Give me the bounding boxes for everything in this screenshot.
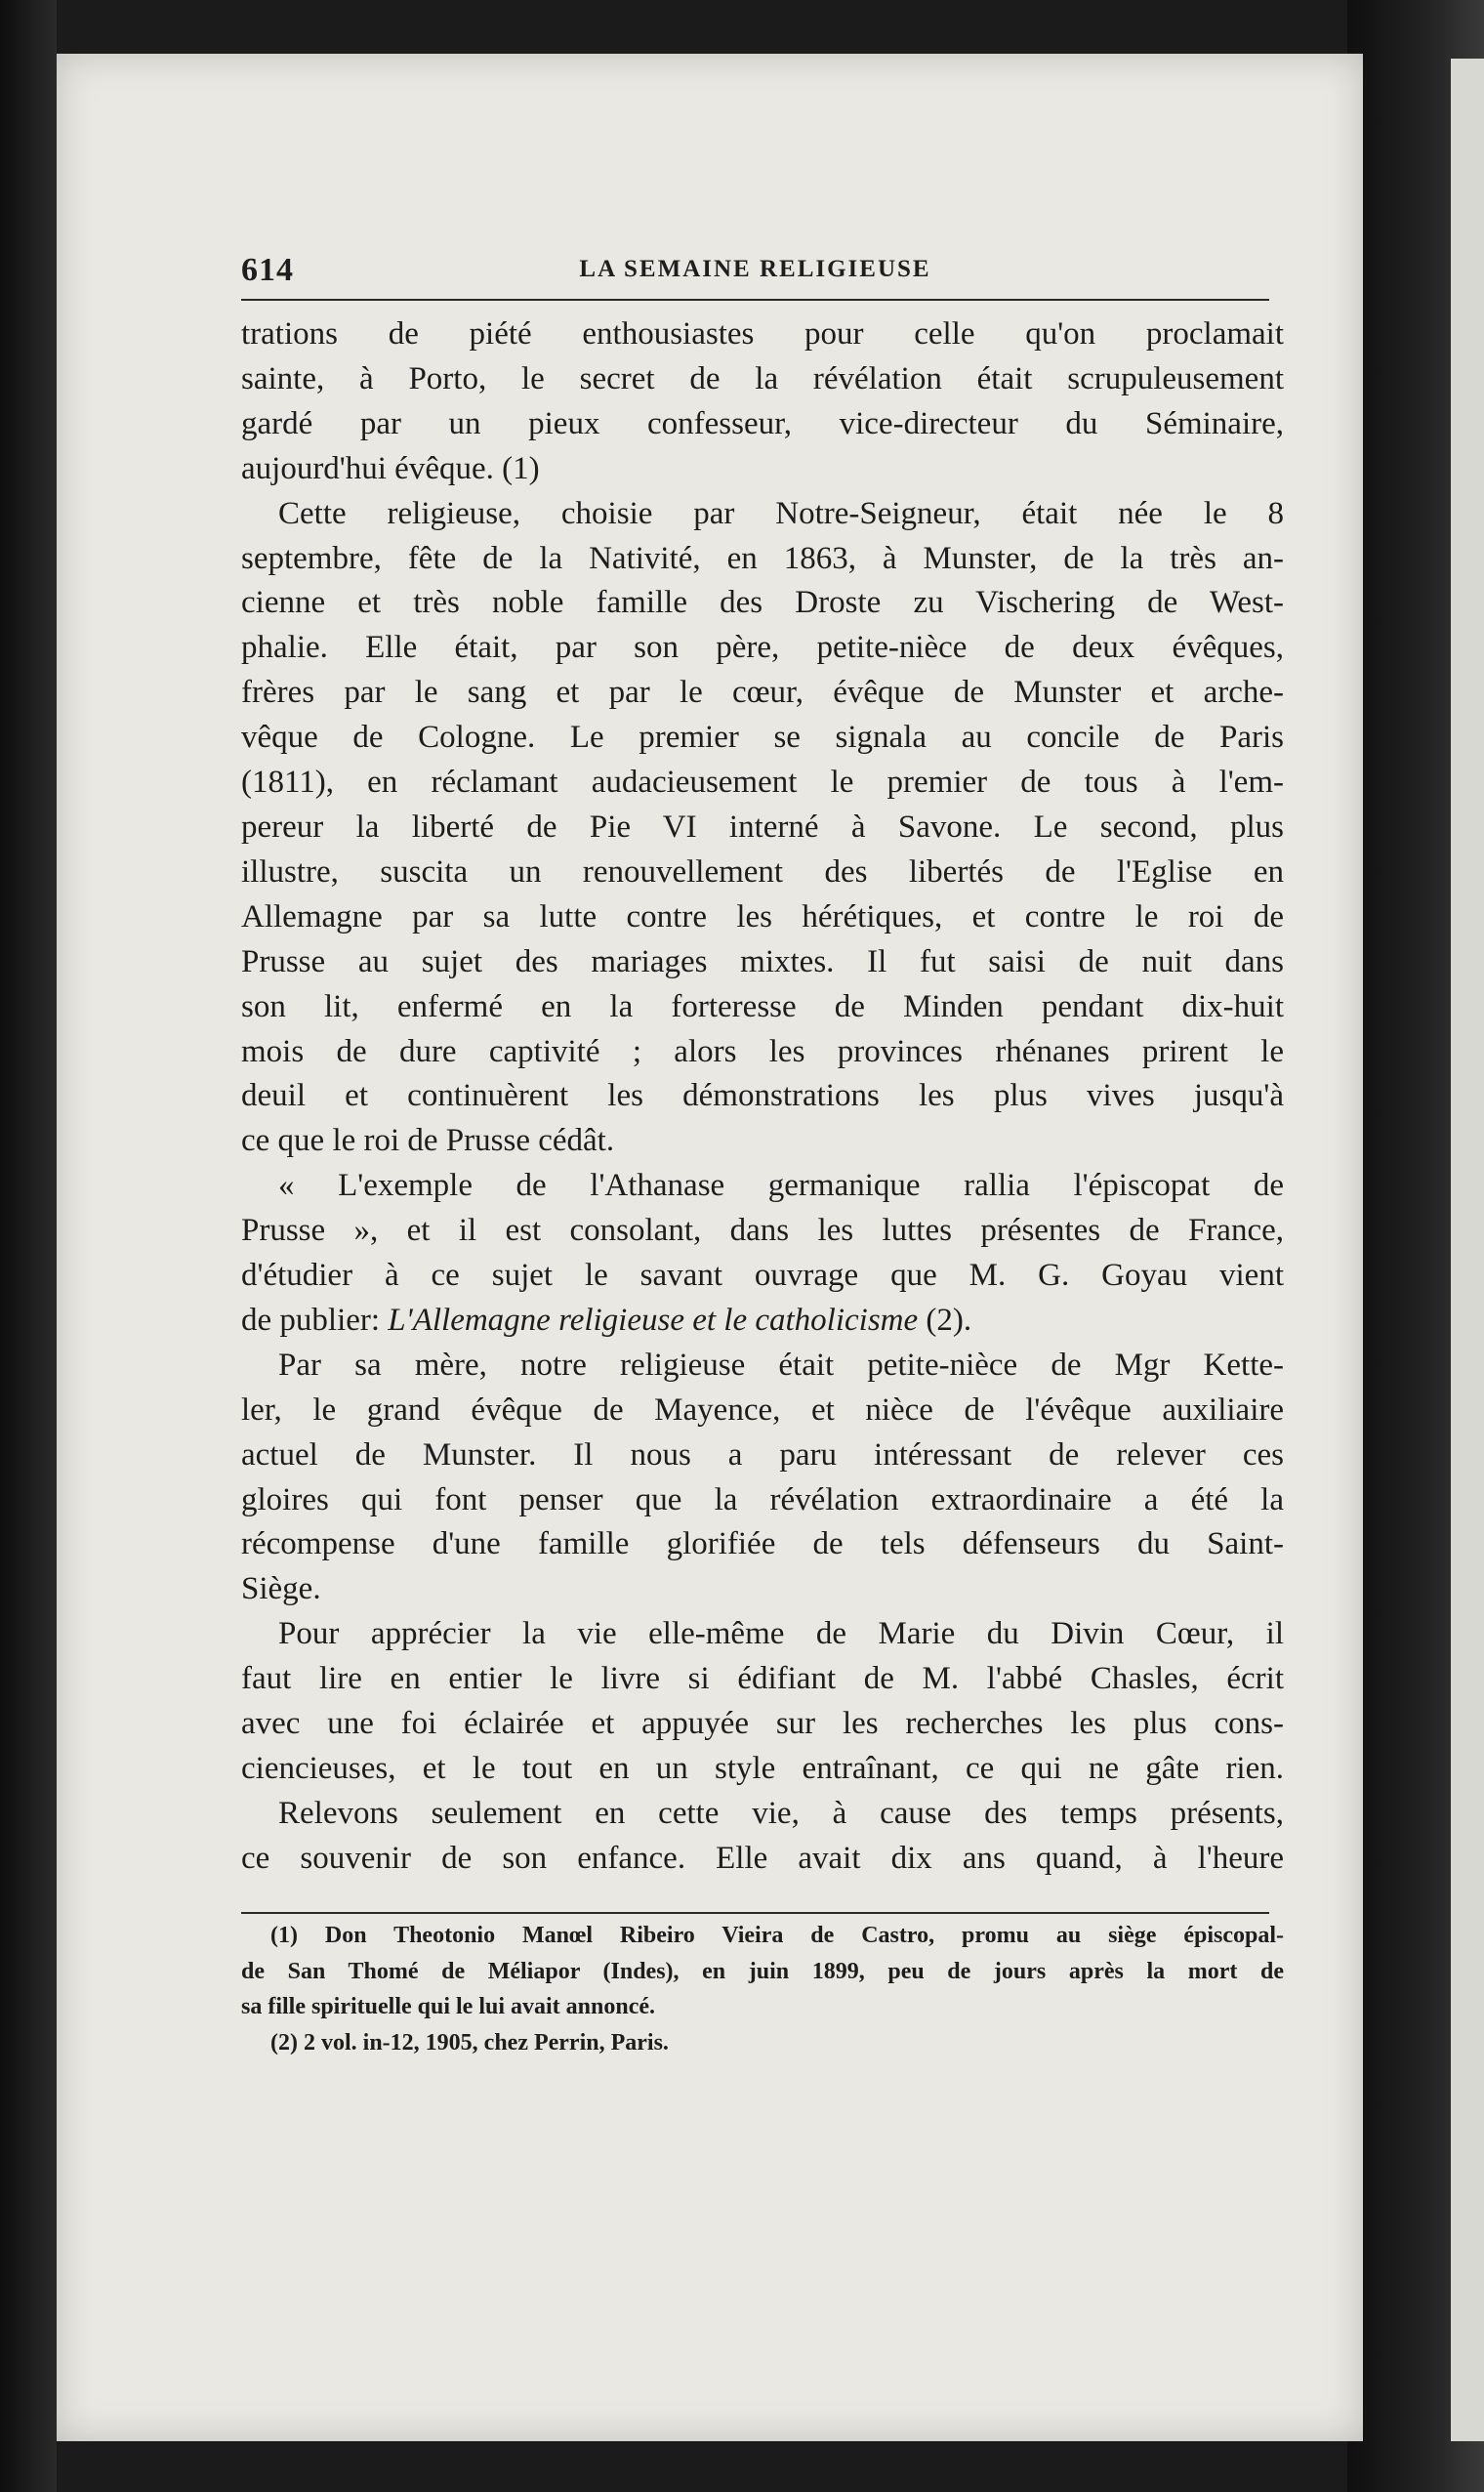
adjacent-page-edge bbox=[1451, 59, 1484, 2441]
text-line: ciencieuses, et le tout en un style entraînant, ce qui ne gâte rien. bbox=[241, 1751, 1284, 1786]
book-title: L'Allemagne religieuse et le catholicisme bbox=[388, 1302, 919, 1338]
scan-border-left bbox=[0, 0, 57, 2492]
text-line: Allemagne par sa lutte contre les hérétiques, et contre le roi de bbox=[241, 898, 1284, 934]
text-line: cienne et très noble famille des Droste zu Vischering de West- bbox=[241, 585, 1284, 621]
text-line: actuel de Munster. Il nous a paru intéressant de relever ces bbox=[241, 1436, 1284, 1473]
text-line: pereur la liberté de Pie VI interné à Savone. Le second, plus bbox=[241, 809, 1284, 845]
text-fragment: de publier: bbox=[241, 1302, 381, 1338]
text-line: frères par le sang et par le cœur, évêque de Munster et arche- bbox=[241, 675, 1284, 711]
text-line: Prusse », et il est consolant, dans les luttes présentes de France, bbox=[241, 1213, 1284, 1249]
text-line: faut lire en entier le livre si édifiant de M. l'abbé Chasles, écrit bbox=[241, 1661, 1284, 1697]
text-line: (1811), en réclamant audacieusement le premier de tous à l'em- bbox=[241, 765, 1284, 801]
text-line: son lit, enfermé en la forteresse de Minden pendant dix-huit bbox=[241, 988, 1284, 1024]
text-line: d'étudier à ce sujet le savant ouvrage que M. G. Goyau vient bbox=[241, 1258, 1284, 1294]
text-line: « L'exemple de l'Athanase germanique rallia l'épiscopat de bbox=[278, 1168, 1284, 1204]
text-line: illustre, suscita un renouvellement des libertés de l'Eglise en bbox=[241, 853, 1284, 890]
text-line: ce souvenir de son enfance. Elle avait dix ans quand, à l'heure bbox=[241, 1840, 1284, 1876]
footnote-rule bbox=[241, 1912, 1269, 1914]
text-line: vêque de Cologne. Le premier se signala au concile de Paris bbox=[241, 720, 1284, 756]
text-line: Relevons seulement en cette vie, à cause des temps présents, bbox=[278, 1795, 1284, 1831]
body-text bbox=[241, 312, 1284, 1882]
text-line: gardé par un pieux confesseur, vice-directeur du Séminaire, bbox=[241, 405, 1284, 441]
text-line: ce que le roi de Prusse cédât. bbox=[241, 1123, 615, 1159]
text-line: phalie. Elle était, par son père, petite-nièce de deux évêques, bbox=[241, 630, 1284, 666]
footnote-line: sa fille spirituelle qui le lui avait annoncé. bbox=[241, 1994, 656, 2019]
text-line: deuil et continuèrent les démonstrations les plus vives jusqu'à bbox=[241, 1078, 1284, 1114]
text-line: aujourd'hui évêque. (1) bbox=[241, 450, 540, 486]
text-line: septembre, fête de la Nativité, en 1863, à Munster, de la très an- bbox=[241, 540, 1284, 576]
text-line: ler, le grand évêque de Mayence, et nièce de l'évêque auxiliaire bbox=[241, 1391, 1284, 1428]
text-line: Par sa mère, notre religieuse était petite-nièce de Mgr Kette- bbox=[278, 1347, 1284, 1383]
text-line: gloires qui font penser que la révélation extraordinaire a été la bbox=[241, 1481, 1284, 1517]
text-line: mois de dure captivité ; alors les provinces rhénanes prirent le bbox=[241, 1033, 1284, 1069]
text-line: récompense d'une famille glorifiée de tels défenseurs du Saint- bbox=[241, 1526, 1284, 1562]
text-line: Prusse au sujet des mariages mixtes. Il fut saisi de nuit dans bbox=[241, 943, 1284, 979]
running-title: LA SEMAINE RELIGIEUSE bbox=[579, 256, 931, 282]
footnote-ref: (2). bbox=[926, 1302, 972, 1338]
text-line: Cette religieuse, choisie par Notre-Seigneur, était née le 8 bbox=[278, 495, 1284, 531]
text-line: avec une foi éclairée et appuyée sur les recherches les plus cons- bbox=[241, 1706, 1284, 1742]
page-number: 614 bbox=[241, 252, 294, 288]
footnotes bbox=[241, 1918, 1284, 2060]
text-line: Siège. bbox=[241, 1571, 321, 1607]
footnote-line: (2) 2 vol. in-12, 1905, chez Perrin, Paris. bbox=[270, 2029, 669, 2056]
text-line: sainte, à Porto, le secret de la révélation était scrupuleusement bbox=[241, 360, 1284, 396]
footnote-line: (1) Don Theotonio Manœl Ribeiro Vieira de Castro, promu au siège épiscopal- bbox=[270, 1923, 1284, 1948]
page-header bbox=[241, 252, 1269, 299]
text-line: trations de piété enthousiastes pour celle qu'on proclamait bbox=[241, 316, 1284, 352]
text-line-with-citation bbox=[241, 1299, 1284, 1344]
footnote-line: de San Thomé de Méliapor (Indes), en juin 1899, peu de jours après la mort de bbox=[241, 1958, 1284, 1984]
text-line: Pour apprécier la vie elle-même de Marie du Divin Cœur, il bbox=[278, 1616, 1284, 1652]
header-rule bbox=[241, 299, 1269, 301]
